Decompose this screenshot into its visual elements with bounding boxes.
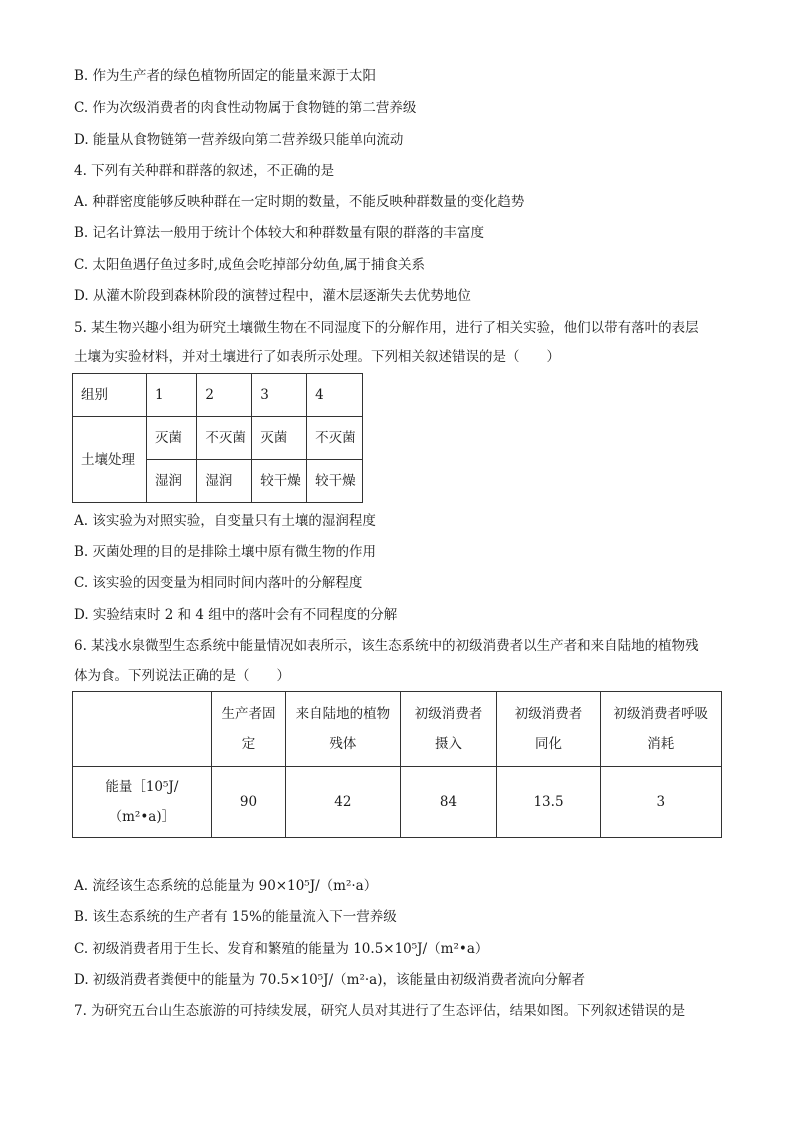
header-primary-respiration: 初级消费者呼吸 消耗: [600, 692, 721, 767]
table-cell: 湿润: [147, 460, 197, 503]
option-a-q6: A. 流经该生态系统的总能量为 90×10⁵J/（m²·a）: [74, 878, 378, 894]
table-cell: 42: [286, 767, 400, 838]
option-c-q4: C. 太阳鱼遇仔鱼过多时,成鱼会吃掉部分幼鱼,属于捕食关系: [74, 257, 426, 273]
table-header-row: [73, 374, 363, 417]
table-cell: 84: [400, 767, 497, 838]
option-a-q5: A. 该实验为对照实验，自变量只有土壤的湿润程度: [74, 513, 376, 529]
header-group-2: 2: [197, 374, 252, 417]
table-row: [73, 767, 722, 838]
option-a-q4: A. 种群密度能够反映种群在一定时期的数量，不能反映种群数量的变化趋势: [74, 194, 525, 210]
option-d-q4: D. 从灌木阶段到森林阶段的演替过程中，灌木层逐渐失去优势地位: [74, 288, 471, 304]
header-producer-fixed: 生产者固 定: [211, 692, 285, 767]
table-cell: 灭菌: [147, 417, 197, 460]
energy-table: [72, 691, 722, 838]
header-empty: [73, 692, 212, 767]
option-d-q3: D. 能量从食物链第一营养级向第二营养级只能单向流动: [74, 132, 404, 148]
table-cell: 灭菌: [252, 417, 307, 460]
option-c-q3: C. 作为次级消费者的肉食性动物属于食物链的第二营养级: [74, 100, 417, 116]
header-group-3: 3: [252, 374, 307, 417]
option-d-q5: D. 实验结束时 2 和 4 组中的落叶会有不同程度的分解: [74, 607, 398, 623]
option-b-q3: B. 作为生产者的绿色植物所固定的能量来源于太阳: [74, 68, 377, 84]
table-cell: 较干燥: [252, 460, 307, 503]
question-4: 4. 下列有关种群和群落的叙述，不正确的是: [74, 163, 335, 179]
header-primary-assimilation: 初级消费者 同化: [497, 692, 600, 767]
table-cell: 不灭菌: [197, 417, 252, 460]
header-group: 组别: [73, 374, 147, 417]
table-cell: 不灭菌: [307, 417, 363, 460]
table-cell: 较干燥: [307, 460, 363, 503]
header-group-1: 1: [147, 374, 197, 417]
header-primary-intake: 初级消费者 摄入: [400, 692, 497, 767]
option-b-q6: B. 该生态系统的生产者有 15%的能量流入下一营养级: [74, 909, 397, 925]
row-label-soil-treatment: 土壤处理: [73, 417, 147, 503]
row-label-energy: 能量［10⁵J/ （m²•a)］: [73, 767, 212, 838]
header-group-4: 4: [307, 374, 363, 417]
question-5-line-1: 5. 某生物兴趣小组为研究土壤微生物在不同湿度下的分解作用，进行了相关实验，他们以带有落叶的表层: [74, 320, 699, 336]
question-7: 7. 为研究五台山生态旅游的可持续发展，研究人员对其进行了生态评估，结果如图。下列叙述错误的是: [74, 1003, 686, 1019]
question-5-line-2: 土壤为实验材料，并对土壤进行了如表所示处理。下列相关叙述错误的是（ ）: [74, 349, 560, 365]
option-b-q5: B. 灭菌处理的目的是排除土壤中原有微生物的作用: [74, 544, 377, 560]
option-c-q5: C. 该实验的因变量为相同时间内落叶的分解程度: [74, 575, 363, 591]
table-row: [73, 417, 363, 460]
table-cell: 90: [211, 767, 285, 838]
table-cell: 湿润: [197, 460, 252, 503]
soil-treatment-table: [72, 373, 363, 503]
option-d-q6: D. 初级消费者粪便中的能量为 70.5×10⁵J/（m²·a)，该能量由初级消费者流向分解者: [74, 972, 585, 988]
table-header-row: [73, 692, 722, 767]
table-cell: 3: [600, 767, 721, 838]
question-6-line-2: 体为食。下列说法正确的是（ ）: [74, 668, 290, 684]
option-b-q4: B. 记名计算法一般用于统计个体较大和种群数量有限的群落的丰富度: [74, 225, 485, 241]
option-c-q6: C. 初级消费者用于生长、发育和繁殖的能量为 10.5×10⁵J/（m²•a）: [74, 941, 489, 957]
table-cell: 13.5: [497, 767, 600, 838]
question-6-line-1: 6. 某浅水泉微型生态系统中能量情况如表所示，该生态系统中的初级消费者以生产者和来自陆地的植物残: [74, 638, 699, 654]
header-land-residue: 来自陆地的植物 残体: [286, 692, 400, 767]
